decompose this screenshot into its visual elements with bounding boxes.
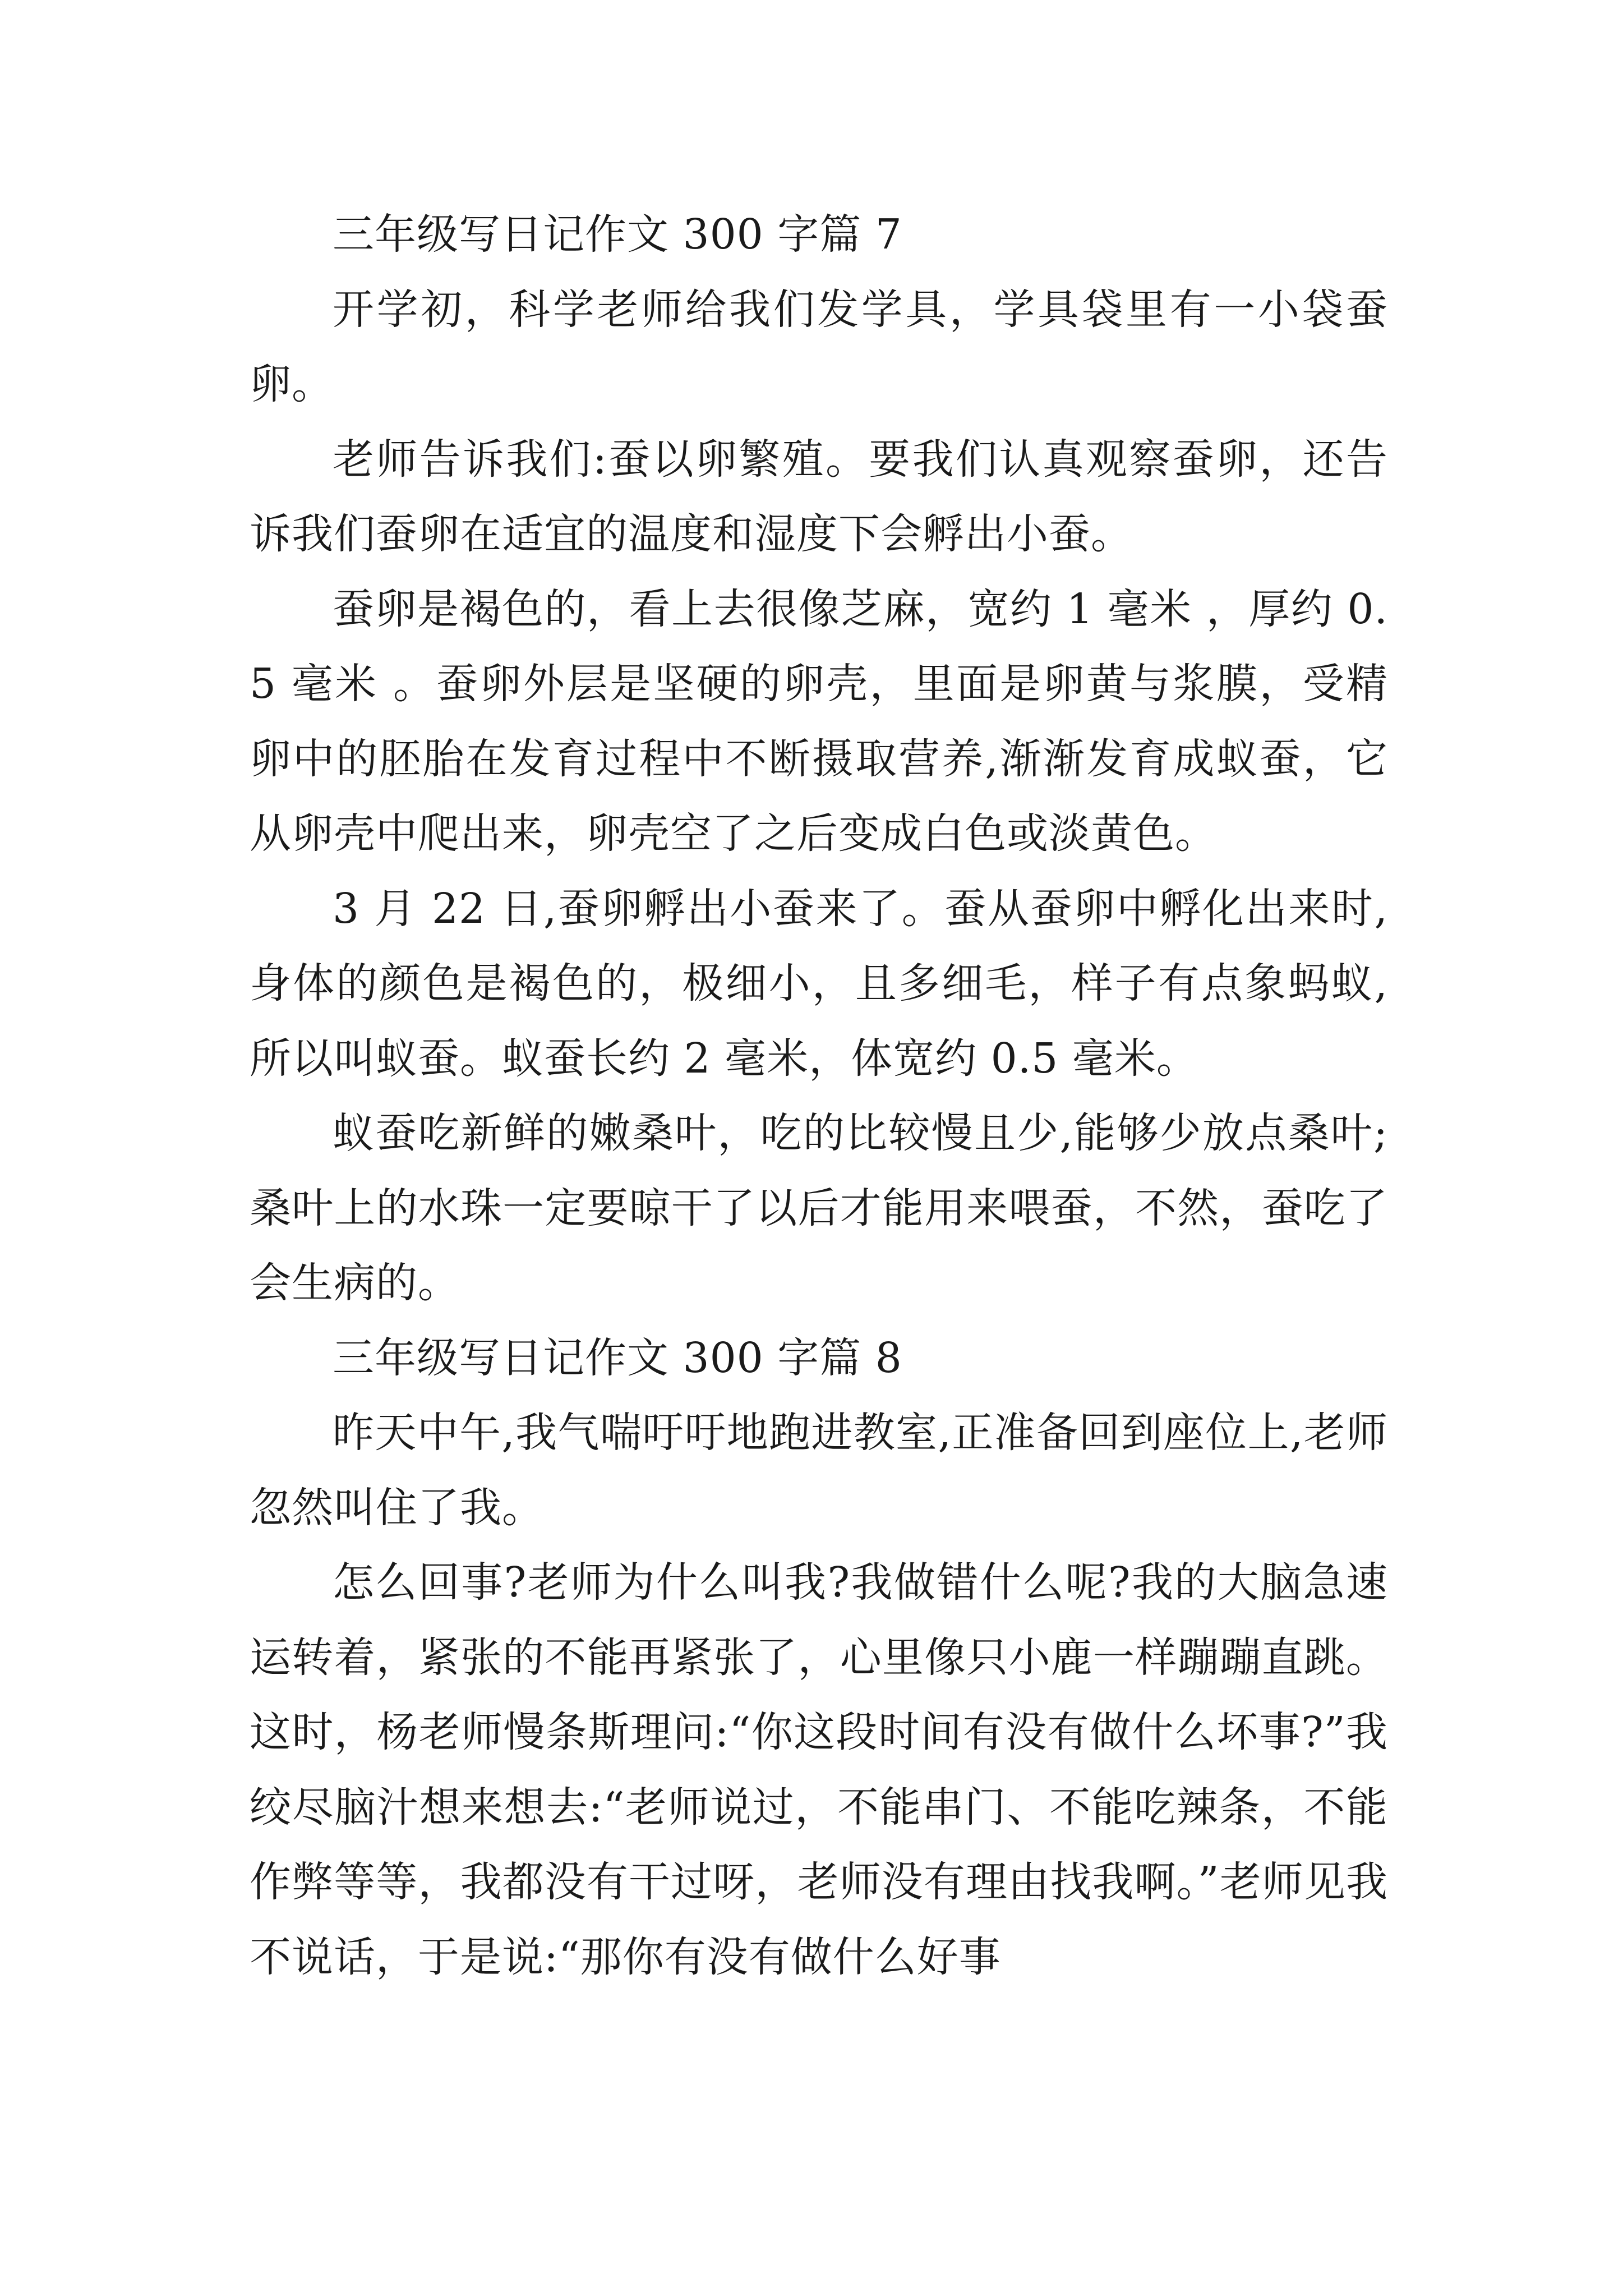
paragraph: 3 月 22 日,蚕卵孵出小蚕来了。蚕从蚕卵中孵化出来时,身体的颜色是褐色的，极细小，且多细毛，样子有点象蚂蚁,所以叫蚁蚕。蚁蚕长约 2 毫米，体宽约 0.5 毫米。 — [250, 884, 1388, 1083]
paragraph: 老师告诉我们:蚕以卵繁殖。要我们认真观察蚕卵，还告诉我们蚕卵在适宜的温度和湿度下会孵出小蚕。 — [250, 435, 1388, 558]
paragraph: 蚕卵是褐色的，看上去很像芝麻，宽约 1 毫米 ，厚约 0.5 毫米 。蚕卵外层是坚硬的卵壳，里面是卵黄与浆膜，受精卵中的胚胎在发育过程中不断摄取营养,渐渐发育成蚁蚕，它从卵壳中爬出来，卵壳空了之后变成白色或淡黄色。 — [250, 585, 1388, 858]
section-title: 三年级写日记作文 300 字篇 8 — [333, 1333, 902, 1382]
paragraph: 蚁蚕吃新鲜的嫩桑叶，吃的比较慢且少,能够少放点桑叶;桑叶上的水珠一定要晾干了以后才能用来喂蚕，不然，蚕吃了会生病的。 — [250, 1109, 1388, 1307]
paragraph: 昨天中午,我气喘吁吁地跑进教室,正准备回到座位上,老师忽然叫住了我。 — [250, 1409, 1388, 1532]
document-body — [250, 197, 1388, 1995]
paragraph: 开学初，科学老师给我们发学具，学具袋里有一小袋蚕卵。 — [250, 285, 1388, 408]
section-title: 三年级写日记作文 300 字篇 7 — [333, 210, 902, 259]
paragraph: 怎么回事?老师为什么叫我?我做错什么呢?我的大脑急速运转着，紧张的不能再紧张了，心里像只小鹿一样蹦蹦直跳。这时，杨老师慢条斯理问:“你这段时间有没有做什么坏事?”我绞尽脑汁想来想去:“老师说过，不能串门、不能吃辣条，不能作弊等等，我都没有干过呀，老师没有理由找我啊。”老师见我不说话，于是说:“那你有没有做什么好事 — [250, 1558, 1388, 1981]
